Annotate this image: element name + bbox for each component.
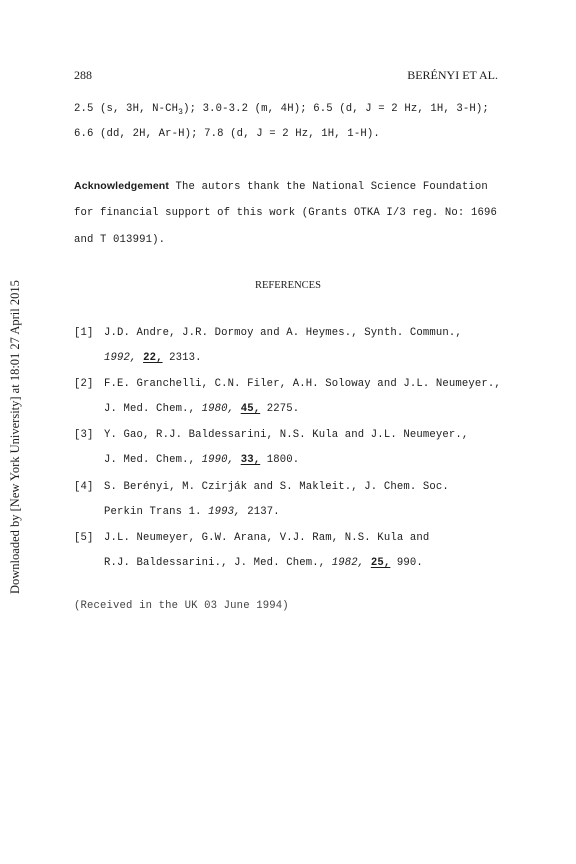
- reference-year: 1990,: [201, 454, 235, 466]
- reference-year: 1980,: [201, 403, 235, 415]
- reference-volume: 22,: [143, 352, 163, 364]
- running-head: BERÉNYI ET AL.: [407, 68, 498, 82]
- reference-volume: 25,: [370, 557, 391, 569]
- nmr-line-1: [74, 103, 489, 117]
- reference-authors: Y. Gao, R.J. Baldessarini, N.S. Kula and J.L. Neumeyer.,: [104, 429, 469, 441]
- reference-citation: [104, 454, 299, 466]
- acknowledgement-heading: Acknowledgement: [74, 180, 170, 192]
- download-notice: Downloaded by [New York University] at 18:01 27 April 2015: [8, 280, 22, 594]
- reference-journal: Perkin Trans 1.: [104, 506, 202, 518]
- reference-page: 2275.: [266, 403, 300, 415]
- received-note: (Received in the UK 03 June 1994): [74, 600, 289, 612]
- reference-citation: [104, 352, 202, 364]
- reference-year: 1992,: [104, 352, 137, 364]
- nmr-subscript: 3: [178, 108, 184, 117]
- reference-journal: J. Med. Chem.,: [104, 403, 196, 415]
- reference-number: [5]: [74, 532, 94, 544]
- acknowledgement-line-2: for financial support of this work (Grants OTKA I/3 reg. No: 1696: [74, 207, 497, 219]
- reference-number: [1]: [74, 327, 94, 339]
- reference-journal: J. Med. Chem.,: [104, 454, 196, 466]
- nmr-line-1-a: 2.5 (s, 3H, N-CH: [74, 103, 179, 115]
- reference-citation: [104, 557, 423, 569]
- reference-page: 990.: [396, 557, 423, 569]
- reference-page: 2137.: [247, 506, 280, 518]
- reference-number: [3]: [74, 429, 94, 441]
- reference-year: 1993,: [208, 506, 241, 518]
- references-heading: REFERENCES: [255, 280, 321, 291]
- reference-number: [4]: [74, 481, 94, 493]
- reference-citation: [104, 403, 299, 415]
- acknowledgement-line-3: and T 013991).: [74, 234, 166, 246]
- reference-authors: J.L. Neumeyer, G.W. Arana, V.J. Ram, N.S. Kula and: [104, 532, 430, 544]
- reference-authors: S. Berényi, M. Czirják and S. Makleit., J. Chem. Soc.: [104, 481, 449, 493]
- nmr-line-2: 6.6 (dd, 2H, Ar-H); 7.8 (d, J = 2 Hz, 1H, 1-H).: [74, 128, 380, 140]
- reference-journal: R.J. Baldessarini., J. Med. Chem.,: [104, 557, 326, 569]
- reference-year: 1982,: [331, 557, 365, 569]
- acknowledgement-text-1: The autors thank the National Science Foundation: [169, 181, 488, 193]
- reference-number: [2]: [74, 378, 94, 390]
- reference-page: 1800.: [266, 454, 300, 466]
- nmr-line-1-b: ); 3.0-3.2 (m, 4H); 6.5 (d, J = 2 Hz, 1H, 3-H);: [183, 103, 489, 115]
- reference-authors: F.E. Granchelli, C.N. Filer, A.H. Soloway and J.L. Neumeyer.,: [104, 378, 501, 390]
- download-sidebar: [0, 0, 24, 864]
- page-number: 288: [74, 68, 92, 82]
- reference-volume: 33,: [240, 454, 261, 466]
- reference-page: 2313.: [169, 352, 202, 364]
- acknowledgement-line-1: [74, 180, 488, 193]
- reference-citation: [104, 506, 280, 518]
- reference-authors: J.D. Andre, J.R. Dormoy and A. Heymes., Synth. Commun.,: [104, 327, 462, 339]
- reference-volume: 45,: [240, 403, 261, 415]
